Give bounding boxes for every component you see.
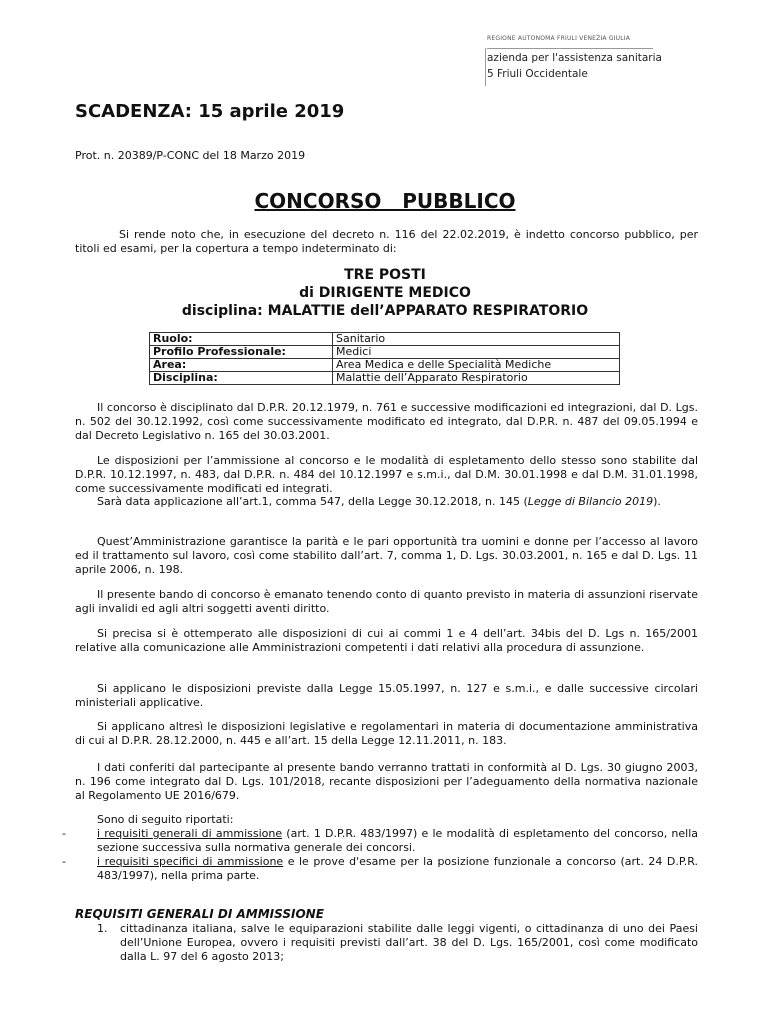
paragraph-budget-law [75, 495, 698, 509]
budget-law-italic: Legge di Bilancio 2019 [527, 495, 654, 508]
logo-divider [487, 48, 653, 49]
list-item [97, 855, 698, 883]
table-value: Medici [333, 346, 620, 359]
page-title: CONCORSO PUBBLICO [254, 189, 516, 213]
logo-area-text: 5 Friuli Occidentale [487, 68, 588, 80]
paragraph-reserved: Il presente bando di concorso è emanato tenendo conto di quanto previsto in materia di assunzioni riservate agli invalidi ed agli altri soggetti aventi diritto. [75, 588, 698, 615]
agency-logo [487, 34, 662, 86]
protocol-line: Prot. n. 20389/P-CONC del 18 Marzo 2019 [75, 149, 306, 162]
table-row [150, 346, 620, 359]
position-info-table [149, 332, 620, 385]
table-row [150, 359, 620, 372]
budget-law-text: Sarà data applicazione all’art.1, comma 547, della Legge 30.12.2018, n. 145 ( [97, 495, 528, 508]
deadline-heading: SCADENZA: 15 aprile 2019 [75, 101, 345, 122]
posts-line-3: disciplina: MALATTIE dell’APPARATO RESPIRATORIO [181, 303, 589, 319]
logo-vertical-divider [485, 48, 486, 86]
posts-line-1: TRE POSTI [344, 267, 426, 283]
table-value: Malattie dell’Apparato Respiratorio [333, 372, 620, 385]
intro-paragraph: Si rende noto che, in esecuzione del decreto n. 116 del 22.02.2019, è indetto concorso pubblico, per titoli ed esami, per la copertura a tempo indeterminato di: [75, 228, 698, 255]
table-value: Area Medica e delle Specialità Mediche [333, 359, 620, 372]
paragraph-privacy: I dati conferiti dal partecipante al presente bando verranno trattati in conformità al D. Lgs. 30 giugno 2003, n. 196 come integrato dal D. Lgs. 101/2018, recante disposizioni per l’adeguamento della normativa nazionale al Regolamento UE 2016/679. [75, 761, 698, 802]
table-value: Sanitario [333, 333, 620, 346]
table-key: Area: [150, 359, 333, 372]
budget-law-end: ). [653, 495, 661, 508]
table-row [150, 372, 620, 385]
paragraph-art34bis: Si precisa si è ottemperato alle disposizioni di cui ai commi 1 e 4 dell’art. 34bis del D. Lgs n. 165/2001 relative alla comunicazione alle Amministrazioni competenti i dati relativi alla procedura di assunzione. [75, 627, 698, 654]
paragraph-equal-opportunity: Quest’Amministrazione garantisce la parità e le pari opportunità tra uomini e donne per l’accesso al lavoro ed il trattamento sul lavoro, così come stabilito dall’art. 7, comma 1, D. Lgs. 30.03.2001, n. 165 e dal D. Lgs. 11 aprile 2006, n. 198. [75, 535, 698, 576]
requirement-text: cittadinanza italiana, salve le equiparazioni stabilite dalle leggi vigenti, o cittadinanza di uno dei Paesi dell’Unione Europea, ovvero i requisiti previsti dall’art. 38 del D. Lgs. 165/2001, così come modificato dalla L. 97 del 6 agosto 2013; [120, 922, 698, 963]
logo-agency-text: azienda per l'assistenza sanitaria [487, 52, 662, 64]
table-key: Profilo Professionale: [150, 346, 333, 359]
paragraph-law127: Si applicano le disposizioni previste dalla Legge 15.05.1997, n. 127 e s.m.i., e dalle successive circolari ministeriali applicative. [75, 682, 698, 709]
posts-line-2: di DIRIGENTE MEDICO [299, 285, 471, 301]
list-item [97, 827, 698, 855]
paragraph-legal-basis: Il concorso è disciplinato dal D.P.R. 20.12.1979, n. 761 e successive modificazioni ed integrazioni, dal D. Lgs. n. 502 del 30.12.1992, così come successivamente modificato ed integrato, dal D.P.R. n. 487 del 09.05.1994 e dal Decreto Legislativo n. 165 del 30.03.2001. [75, 401, 698, 442]
requirement-number: 1. [97, 922, 108, 935]
paragraph-admission-rules: Le disposizioni per l’ammissione al concorso e le modalità di espletamento dello stesso sono stabilite dal D.P.R. 10.12.1997, n. 483, dal D.P.R. n. 484 del 10.12.1997 e s.m.i., dal D.M. 30.01.1998 e dal D.M. 31.01.1998, come successivamente modificati ed integrati. [75, 454, 698, 495]
logo-region-text: REGIONE AUTONOMA FRIULI VENEZIA GIULIA [487, 35, 631, 42]
table-key: Disciplina: [150, 372, 333, 385]
list-item-text: e le prove d'esame per la posizione funzionale a concorso (art. 24 D.P.R. 483/1997), nella prima parte. [97, 855, 698, 882]
table-row [150, 333, 620, 346]
table-key: Ruolo: [150, 333, 333, 346]
paragraph-documentation: Si applicano altresì le disposizioni legislative e regolamentari in materia di documentazione amministrativa di cui al D.P.R. 28.12.2000, n. 445 e all’art. 15 della Legge 12.11.2011, n. 183. [75, 720, 698, 747]
paragraph-list-intro: Sono di seguito riportati: [97, 813, 234, 826]
bullet-dash: - [62, 827, 66, 840]
list-item-text: (art. 1 D.P.R. 483/1997) e le modalità di espletamento del concorso, nella sezione successiva sulla normativa generale dei concorsi. [97, 827, 698, 854]
section-heading: REQUISITI GENERALI DI AMMISSIONE [75, 907, 324, 921]
bullet-dash: - [62, 855, 66, 868]
specific-requirements-link[interactable]: i requisiti specifici di ammissione [97, 855, 284, 868]
posts-heading [0, 266, 770, 320]
general-requirements-link[interactable]: i requisiti generali di ammissione [97, 827, 283, 840]
